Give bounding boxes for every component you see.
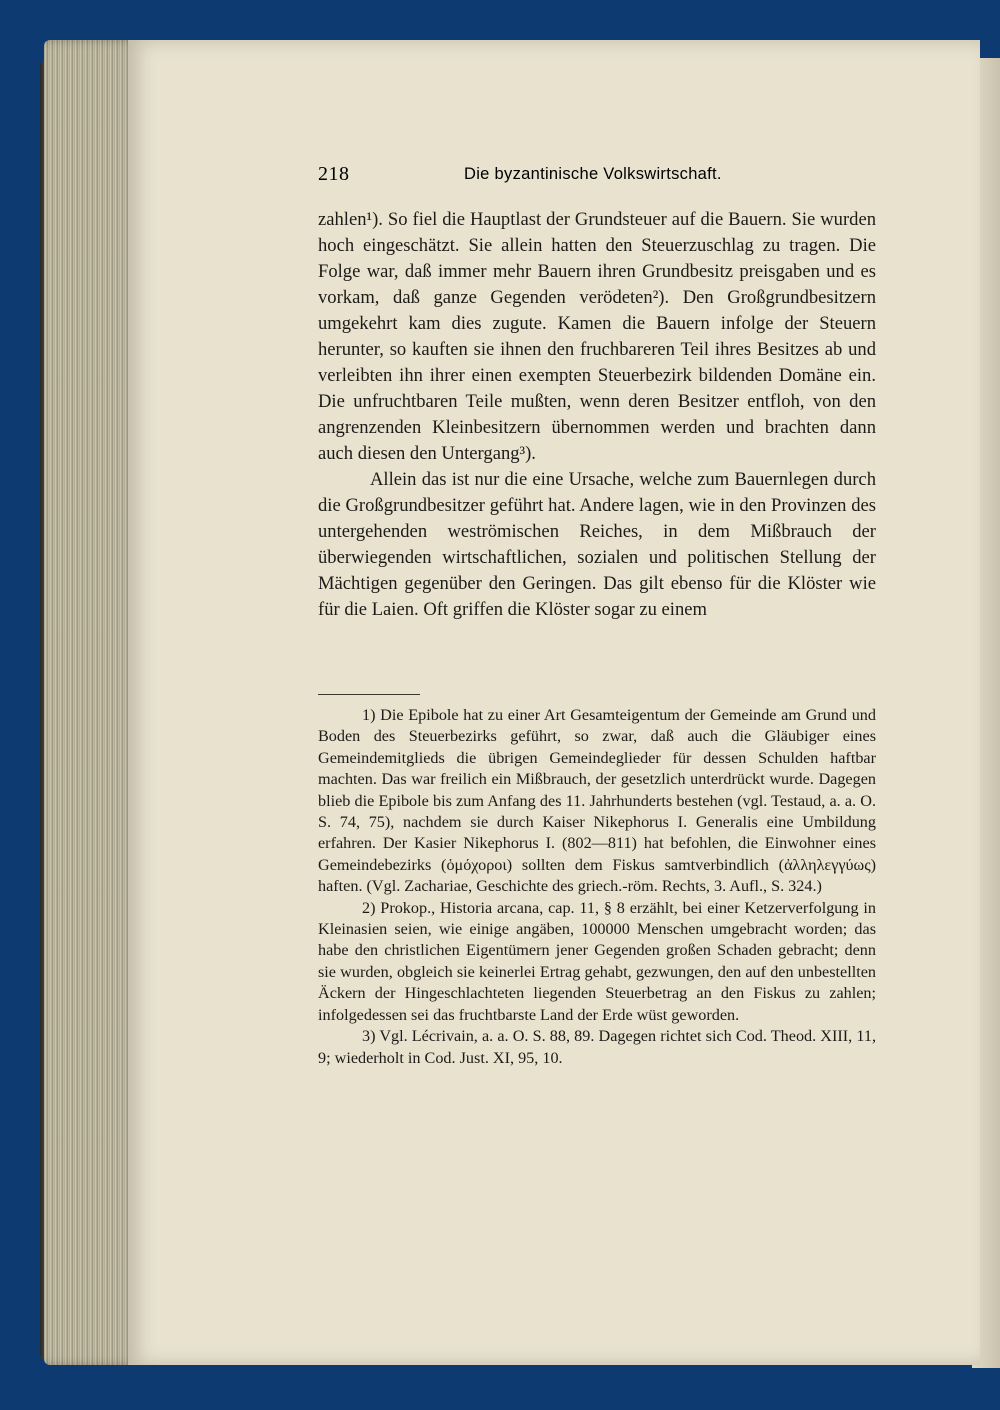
body-paragraph: zahlen¹). So fiel die Hauptlast der Grundsteuer auf die Bauern. Sie wurden hoch eingeschätzt. Sie allein hatten den Steuerzuschlag zu tragen. Die Folge war, daß immer mehr Bauern ihren Grundbesitz preisgaben und es vorkam, daß ganze Gegenden verödeten²). Den Großgrundbesitzern umgekehrt kam dies zugute. Kamen die Bauern infolge der Steuern herunter, so kauften sie ihnen den fruchbareren Teil ihres Besitzes ab und verleibten ihn ihrer einen exempten Steuerbezirk bildenden Domäne ein. Die unfruchtbaren Teile mußten, wenn deren Besitzer entfloh, von den angrenzenden Kleinbesitzern übernommen werden und brachten dann auch diesen den Untergang³). (318, 209, 876, 464)
page-header (318, 163, 876, 191)
body-text (318, 207, 876, 623)
running-title: Die byzantinische Volkswirtschaft. (464, 165, 722, 183)
page-edges-stack (44, 40, 140, 1365)
page-number: 218 (318, 163, 350, 185)
footnote-separator (318, 694, 420, 695)
footnote-1: 1) Die Epibole hat zu einer Art Gesamteigentum der Gemeinde am Grund und Boden des Steuerbezirks geführt, so zwar, daß auch die Gläubiger eines Gemeindemitglieds die übrigen Gemeindeglieder für dessen Schulden haftbar machten. Das war freilich ein Mißbrauch, der gesetzlich unterdrückt wurde. Dagegen blieb die Epibole bis zum Anfang des 11. Jahrhunderts bestehen (vgl. Testaud, a. a. O. S. 74, 75), nachdem sie durch Kaiser Nikephorus I. Generalis eine Umbildung erfahren. Der Kasier Nikephorus I. (802—811) hat befohlen, die Einwohner eines Gemeindebezirks (ὁμόχοροι) sollten dem Fiskus samtverbindlich (ἀλληλεγγύως) haften. (Vgl. Zachariae, Geschichte des griech.-röm. Rechts, 3. Aufl., S. 324.) (318, 706, 876, 896)
body-paragraph: Allein das ist nur die eine Ursache, welche zum Bauernlegen durch die Großgrundbesitzer geführt hat. Andere lagen, wie in den Provinzen des untergehenden weströmischen Reiches, in dem Mißbrauch der überwiegenden wirtschaftlichen, sozialen und politischen Stellung der Mächtigen gegenüber den Geringen. Das gilt ebenso für die Klöster wie für die Laien. Oft griffen die Klöster sogar zu einem (318, 469, 876, 620)
footnotes (318, 705, 876, 1069)
footnote-2: 2) Prokop., Historia arcana, cap. 11, § 8 erzählt, bei einer Ketzerverfolgung in Kleinasien seien, wie einige angäben, 100000 Menschen umgebracht worden; das habe den christlichen Eigentümern jener Gegenden großen Schaden gebracht; denn sie wurden, obgleich sie keinerlei Ertrag gehabt, gezwungen, den auf den unbestellten Äckern der Hingeschlachteten liegenden Steuerbetrag an den Fiskus zu zahlen; infolgedessen sei das fruchtbarste Land der Erde wüst geworden. (318, 898, 876, 1024)
footnote-3: 3) Vgl. Lécrivain, a. a. O. S. 88, 89. Dagegen richtet sich Cod. Theod. XIII, 11, 9; wiederholt in Cod. Just. XI, 95, 10. (318, 1027, 876, 1067)
